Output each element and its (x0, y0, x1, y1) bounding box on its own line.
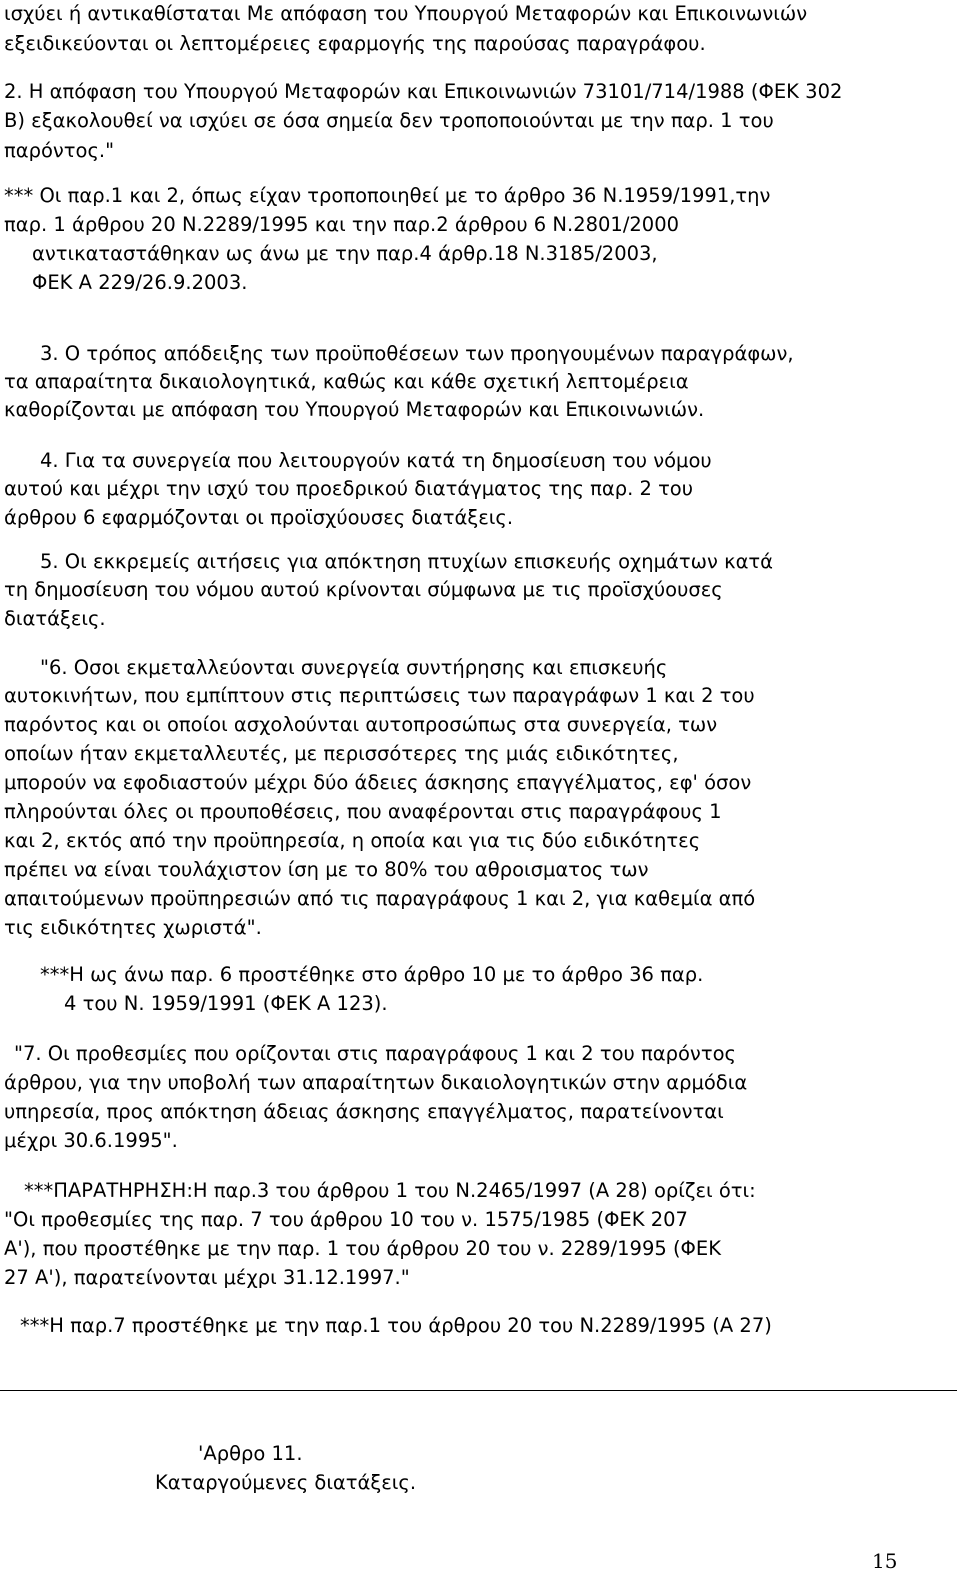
text-line: πρέπει να είναι τουλάχιστον ίση με το 80% του αθροισματος των (4, 858, 649, 881)
text-line: τη δημοσίευση του νόμου αυτού κρίνονται σύμφωνα με τις προϊσχύουσες (4, 578, 723, 601)
text-line: 4. Για τα συνεργεία που λειτουργούν κατά τη δημοσίευση του νόμου (40, 449, 712, 472)
text-line: άρθρου, για την υποβολή των απαραίτητων δικαιολογητικών στην αρμόδια (4, 1071, 748, 1094)
text-line: "7. Οι προθεσμίες που ορίζονται στις παραγράφους 1 και 2 του παρόντος (14, 1042, 736, 1065)
text-line: "Οι προθεσμίες της παρ. 7 του άρθρου 10 του ν. 1575/1985 (ΦΕΚ 207 (4, 1208, 688, 1231)
text-line: αυτοκινήτων, που εμπίπτουν στις περιπτώσεις των παραγράφων 1 και 2 του (4, 684, 755, 707)
text-line: πληρούνται όλες οι προυποθέσεις, που αναφέρονται στις παραγράφους 1 (4, 800, 722, 823)
text-line: παρόντος και οι οποίοι ασχολούνται αυτοπροσώπως στα συνεργεία, των (4, 713, 718, 736)
text-line: διατάξεις. (4, 607, 106, 630)
text-line: Α'), που προστέθηκε με την παρ. 1 του άρθρου 20 του ν. 2289/1995 (ΦΕΚ (4, 1237, 722, 1260)
article-title: Καταργούμενες διατάξεις. (155, 1471, 417, 1494)
text-line: άρθρου 6 εφαρμόζονται οι προϊσχύουσες διατάξεις. (4, 506, 514, 529)
text-line: παρ. 1 άρθρου 20 Ν.2289/1995 και την παρ.2 άρθρου 6 Ν.2801/2000 (4, 213, 680, 236)
horizontal-rule (0, 1390, 957, 1391)
article-number: 'Αρθρο 11. (198, 1442, 303, 1465)
text-line: *** Οι παρ.1 και 2, όπως είχαν τροποποιηθεί με το άρθρο 36 Ν.1959/1991,την (4, 184, 771, 207)
text-line: 27 Α'), παρατείνονται μέχρι 31.12.1997." (4, 1266, 410, 1289)
text-line: παρόντος." (4, 139, 115, 162)
text-line: αυτού και μέχρι την ισχύ του προεδρικού διατάγματος της παρ. 2 του (4, 477, 694, 500)
text-line: μέχρι 30.6.1995". (4, 1129, 178, 1152)
text-line: τις ειδικότητες χωριστά". (4, 916, 262, 939)
text-line: "6. Οσοι εκμεταλλεύονται συνεργεία συντήρησης και επισκευής (40, 656, 668, 679)
text-line: 5. Οι εκκρεμείς αιτήσεις για απόκτηση πτυχίων επισκευής οχημάτων κατά (40, 550, 774, 573)
text-line: ***Η παρ.7 προστέθηκε με την παρ.1 του άρθρου 20 του Ν.2289/1995 (Α 27) (20, 1314, 772, 1337)
text-line: Β) εξακολουθεί να ισχύει σε όσα σημεία δεν τροποποιούνται με την παρ. 1 του (4, 109, 774, 132)
text-line: ***ΠΑΡΑΤΗΡΗΣΗ:Η παρ.3 του άρθρου 1 του Ν.2465/1997 (Α 28) ορίζει ότι: (24, 1179, 756, 1202)
text-line: μπορούν να εφοδιαστούν μέχρι δύο άδειες άσκησης επαγγέλματος, εφ' όσον (4, 771, 752, 794)
text-line: οποίων ήταν εκμεταλλευτές, με περισσότερες της μιάς ειδικότητες, (4, 742, 679, 765)
text-line: ΦΕΚ Α 229/26.9.2003. (32, 271, 248, 294)
text-line: ισχύει ή αντικαθίσταται Με απόφαση του Υπουργού Μεταφορών και Επικοινωνιών (4, 2, 808, 25)
page-number: 15 (872, 1549, 898, 1573)
text-line: υπηρεσία, προς απόκτηση άδειας άσκησης επαγγέλματος, παρατείνονται (4, 1100, 724, 1123)
text-line: 4 του Ν. 1959/1991 (ΦΕΚ Α 123). (64, 992, 388, 1015)
text-line: 3. Ο τρόπος απόδειξης των προϋποθέσεων των προηγουμένων παραγράφων, (40, 342, 794, 365)
text-line: ***Η ως άνω παρ. 6 προστέθηκε στο άρθρο 10 με το άρθρο 36 παρ. (40, 963, 704, 986)
text-line: 2. Η απόφαση του Υπουργού Μεταφορών και Επικοινωνιών 73101/714/1988 (ΦΕΚ 302 (4, 80, 843, 103)
text-line: εξειδικεύονται οι λεπτομέρειες εφαρμογής της παρούσας παραγράφου. (4, 32, 706, 55)
text-line: τα απαραίτητα δικαιολογητικά, καθώς και κάθε σχετική λεπτομέρεια (4, 370, 689, 393)
text-line: και 2, εκτός από την προϋπηρεσία, η οποία και για τις δύο ειδικότητες (4, 829, 701, 852)
text-line: απαιτούμενων προϋπηρεσιών από τις παραγράφους 1 και 2, για καθεμία από (4, 887, 756, 910)
text-line: αντικαταστάθηκαν ως άνω με την παρ.4 άρθρ.18 Ν.3185/2003, (32, 242, 658, 265)
text-line: καθορίζονται με απόφαση του Υπουργού Μεταφορών και Επικοινωνιών. (4, 398, 705, 421)
